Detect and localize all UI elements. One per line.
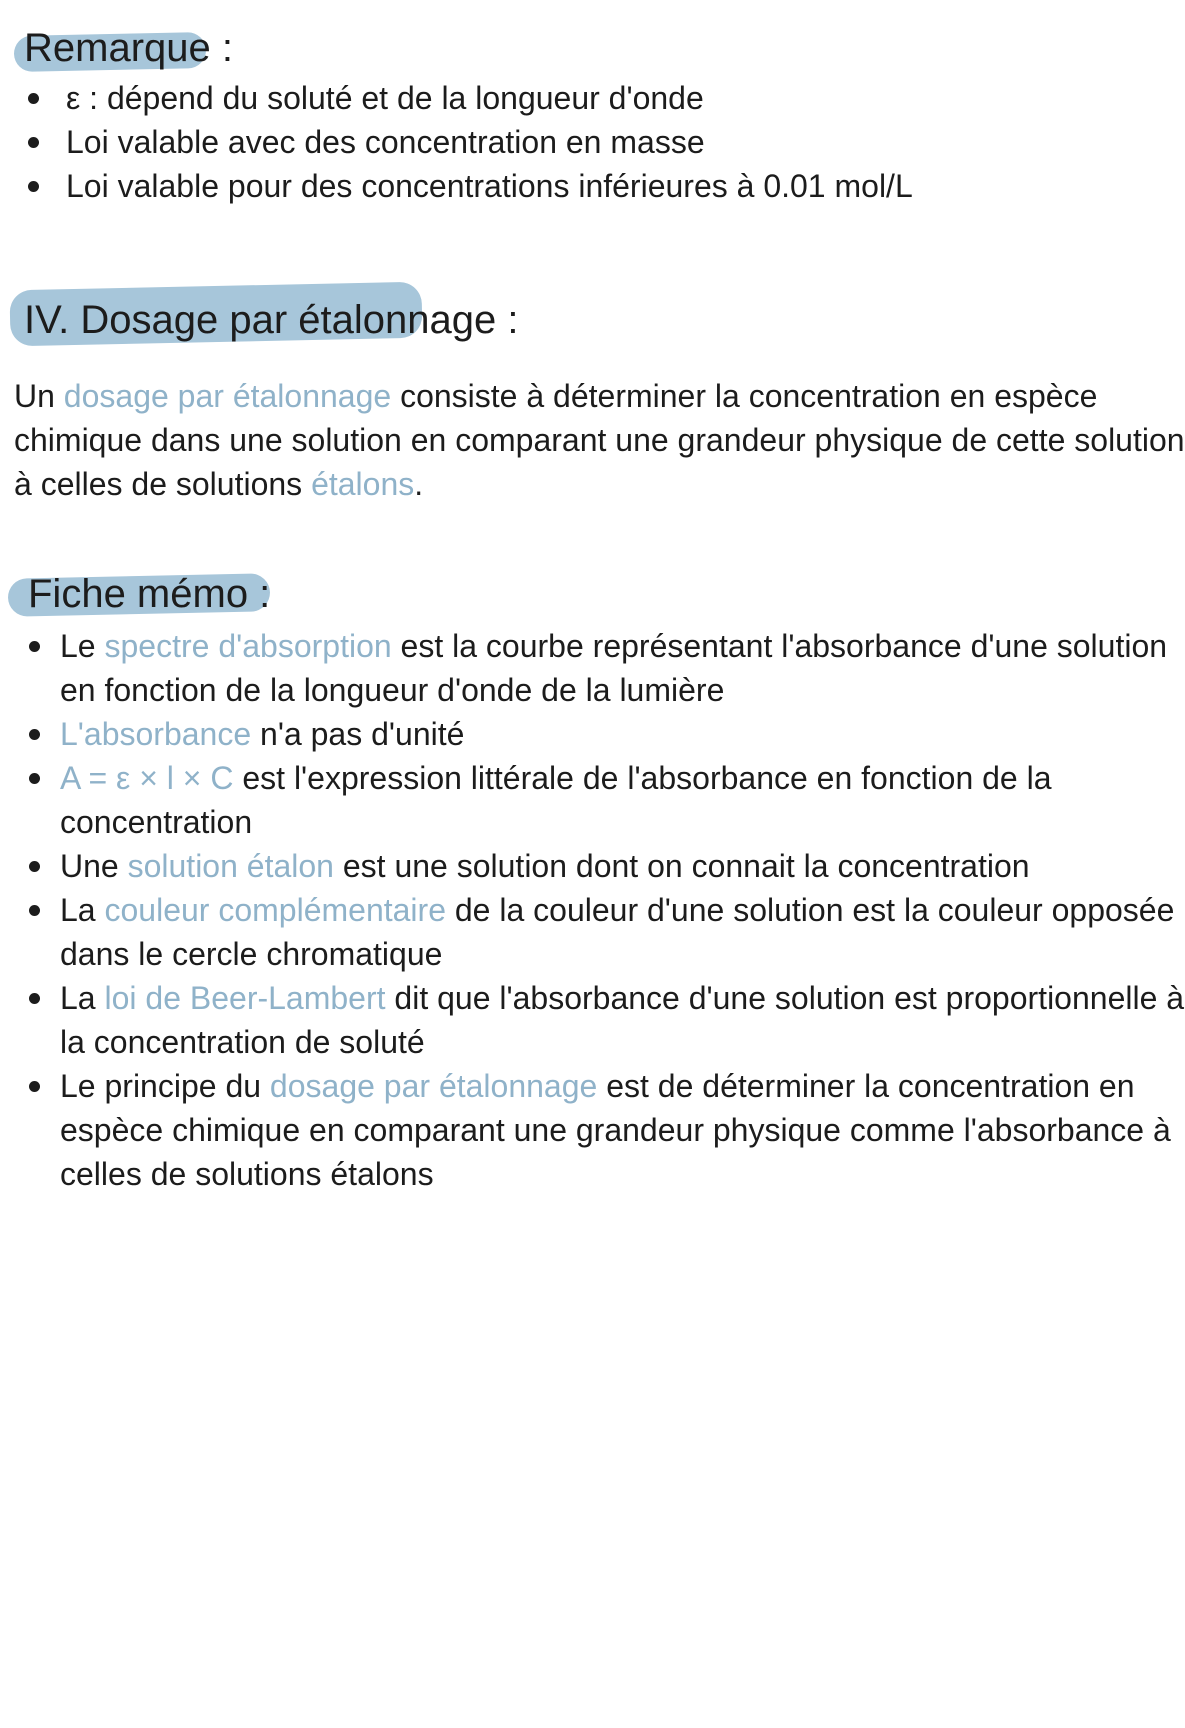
absorbance-formula: A = ε × l × C	[60, 760, 234, 796]
remarque-list	[28, 76, 913, 208]
list-item: Loi valable avec des concentration en masse	[28, 120, 913, 164]
paragraph-line: chimique dans une solution en comparant une grandeur physique de cette solution	[14, 422, 1185, 458]
section-iv-heading-block	[10, 276, 519, 350]
term-etalons: étalons	[311, 466, 415, 502]
term-dosage: dosage par étalonnage	[63, 378, 392, 414]
list-item: Le principe du dosage par étalonnage est de déterminer la concentration en espèce chimique en comparant une grandeur physique comme l'absorbance à celles de solutions étalons	[30, 1064, 1184, 1196]
list-item: La couleur complémentaire de la couleur d'une solution est la couleur opposée dans le cercle chromatique	[30, 888, 1184, 976]
list-item: Loi valable pour des concentrations inférieures à 0.01 mol/L	[28, 164, 913, 208]
fiche-memo-list	[30, 624, 1184, 1196]
list-item: La loi de Beer-Lambert dit que l'absorbance d'une solution est proportionnelle à la concentration de soluté	[30, 976, 1184, 1064]
fiche-memo-heading-block	[8, 566, 280, 624]
list-item: ε : dépend du soluté et de la longueur d'onde	[28, 76, 913, 120]
paragraph-line: Un dosage par étalonnage consiste à déterminer la concentration en espèce	[14, 378, 1098, 414]
remarque-heading-block	[14, 24, 233, 76]
fiche-memo-heading: Fiche mémo :	[28, 572, 271, 616]
paragraph-line: à celles de solutions étalons.	[14, 466, 424, 502]
list-item: Une solution étalon est une solution dont on connait la concentration	[30, 844, 1184, 888]
epsilon-symbol: ε	[66, 80, 81, 116]
list-item: L'absorbance n'a pas d'unité	[30, 712, 1184, 756]
list-item: Le spectre d'absorption est la courbe représentant l'absorbance d'une solution en fonction de la longueur d'onde de la lumière	[30, 624, 1184, 712]
remarque-heading: Remarque :	[24, 26, 233, 70]
section-iv-heading: IV. Dosage par étalonnage :	[24, 298, 519, 342]
section-iv-paragraph	[14, 374, 1185, 506]
list-item: A = ε × l × C est l'expression littérale de l'absorbance en fonction de la concentration	[30, 756, 1184, 844]
